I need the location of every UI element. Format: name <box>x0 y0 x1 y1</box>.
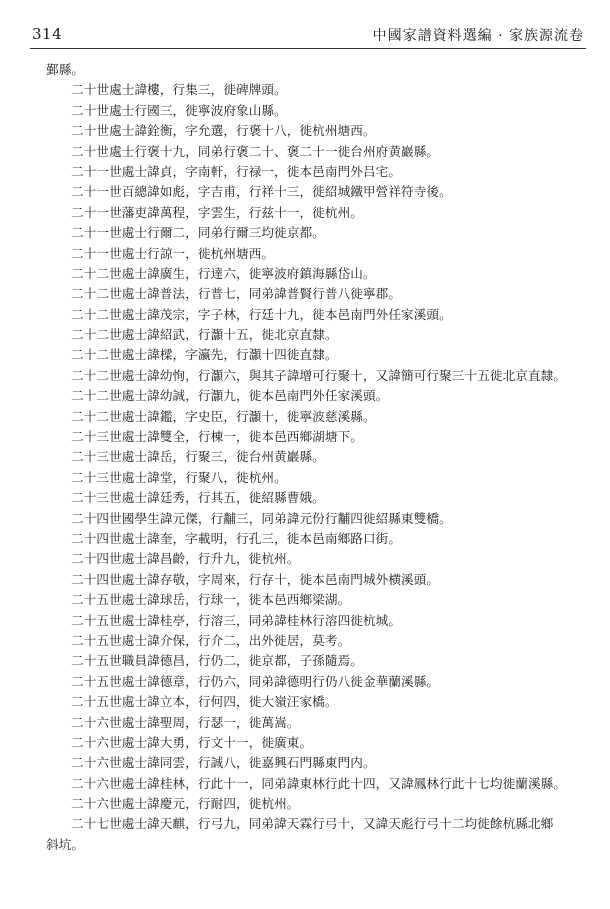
text-line: 二十五世處士諱立本，行何四，徙大嶺汪家橋。 <box>71 694 338 710</box>
text-line: 二十五世處士諱球岳，行球一，徙本邑西鄉梁湖。 <box>71 592 351 608</box>
text-line: 二十七世處士諱天麒，行弓九，同弟諱天霖行弓十，又諱天彪行弓十二均徙餘杭縣北鄉 <box>71 816 554 832</box>
text-line: 二十二世處士諱幼誠，行灝九，徙本邑南門外任家溪頭。 <box>71 388 389 404</box>
text-line: 二十二世處士諱紹武，行灝十五，徙北京直隸。 <box>71 327 338 343</box>
document-body <box>46 60 586 855</box>
text-line: 二十六世處士諱同雲，行誠八，徙嘉興石門縣東門内。 <box>71 755 376 771</box>
text-line: 二十一世藩吏諱萬程，字雲生，行兹十一，徙杭州。 <box>71 204 363 220</box>
text-line: 二十四世處士諱存敬，字周來，行存十，徙本邑南門城外横溪頭。 <box>71 571 440 587</box>
text-line: 二十世處士諱樓，行集三，徙碑牌頭。 <box>71 82 287 98</box>
text-line: 二十二世處士諱樑，字瀛先，行灝十四徙直隸。 <box>71 347 338 363</box>
text-line: 二十世處士行國三，徙寧波府象山縣。 <box>71 102 287 118</box>
text-line: 二十四世國學生諱元傑，行黼三，同弟諱元份行黼四徙紹縣東雙橋。 <box>71 510 452 526</box>
page-header <box>30 20 586 49</box>
text-line: 二十三世處士諱堂，行聚八，徙杭州。 <box>71 469 287 485</box>
text-line: 二十二世處士諱鑑，字史臣，行灝十，徙寧波慈溪縣。 <box>71 408 376 424</box>
text-line: 二十三世處士諱雙全，行棟一，徙本邑西鄉湖塘下。 <box>71 429 363 445</box>
text-line: 二十一世處士行諒一，徙杭州塘西。 <box>71 245 275 261</box>
text-line: 二十六世處士諱慶元，行耐四，徙杭州。 <box>71 796 300 812</box>
text-line: 二十四世處士諱奎，字載明，行孔三，徙本邑南鄉路口街。 <box>71 530 402 546</box>
running-title: 中國家譜資料選編 · 家族源流卷 <box>372 28 584 44</box>
text-line: 二十世處士諱銓衡，字允選，行褒十八，徙杭州塘西。 <box>71 123 376 139</box>
text-line: 二十二世處士諱廣生，行達六，徙寧波府鎮海縣岱山。 <box>71 265 376 281</box>
text-line: 二十六世處士諱大勇，行文十一，徙廣東。 <box>71 734 313 750</box>
text-line: 二十六世處士諱聖周，行瑟一，徙萬嵩。 <box>71 714 300 730</box>
text-line: 二十五世處士諱桂亭，行溶三，同弟諱桂林行溶四徙杭城。 <box>71 612 402 628</box>
text-line: 二十一世處士行爾二，同弟行爾三均徙京都。 <box>71 225 325 241</box>
text-line: 二十三世處士諱岳，行聚三，徙台州黄巖縣。 <box>71 449 325 465</box>
text-line: 二十一世處士諱貞，字南軒，行禄一，徙本邑南門外吕宅。 <box>71 163 402 179</box>
text-line: 二十五世職員諱德昌，行仍二，徙京都，子孫隨焉。 <box>71 653 363 669</box>
text-line: 斜坑。 <box>46 836 85 852</box>
text-line: 二十五世處士諱德章，行仍六，同弟諱德明行仍八徙金華蘭溪縣。 <box>71 673 440 689</box>
text-line: 二十一世百總諱如彪，字吉甫，行祥十三，徙紹城鐵甲營祥符寺後。 <box>71 184 452 200</box>
text-line: 二十二世處士諱茂宗，字子林，行廷十九，徙本邑南門外任家溪頭。 <box>71 306 452 322</box>
text-line: 二十四世處士諱昌齡，行升九，徙杭州。 <box>71 551 300 567</box>
text-line: 二十三世處士諱廷秀，行其五，徙紹縣曹娥。 <box>71 490 325 506</box>
text-line: 二十六世處士諱桂林，行此十一，同弟諱東林行此十四，又諱鳳林行此十七均徙蘭溪縣。 <box>71 775 567 791</box>
text-line: 二十二世處士諱普法，行普七，同弟諱普賢行普八徙寧郡。 <box>71 286 402 302</box>
text-line: 二十二世處士諱幼恂，行灝六，與其子諱增可行聚十，又諱簡可行聚三十五徙北京直隸。 <box>71 367 567 383</box>
text-line: 二十五世處士諱介保，行介二，出外徙居，莫考。 <box>71 632 351 648</box>
text-line: 二十世處士行褒十九，同弟行褒二十、褒二十一徙台州府黄巖縣。 <box>71 143 440 159</box>
page-number: 314 <box>32 25 63 43</box>
text-line: 鄞縣。 <box>46 62 85 77</box>
